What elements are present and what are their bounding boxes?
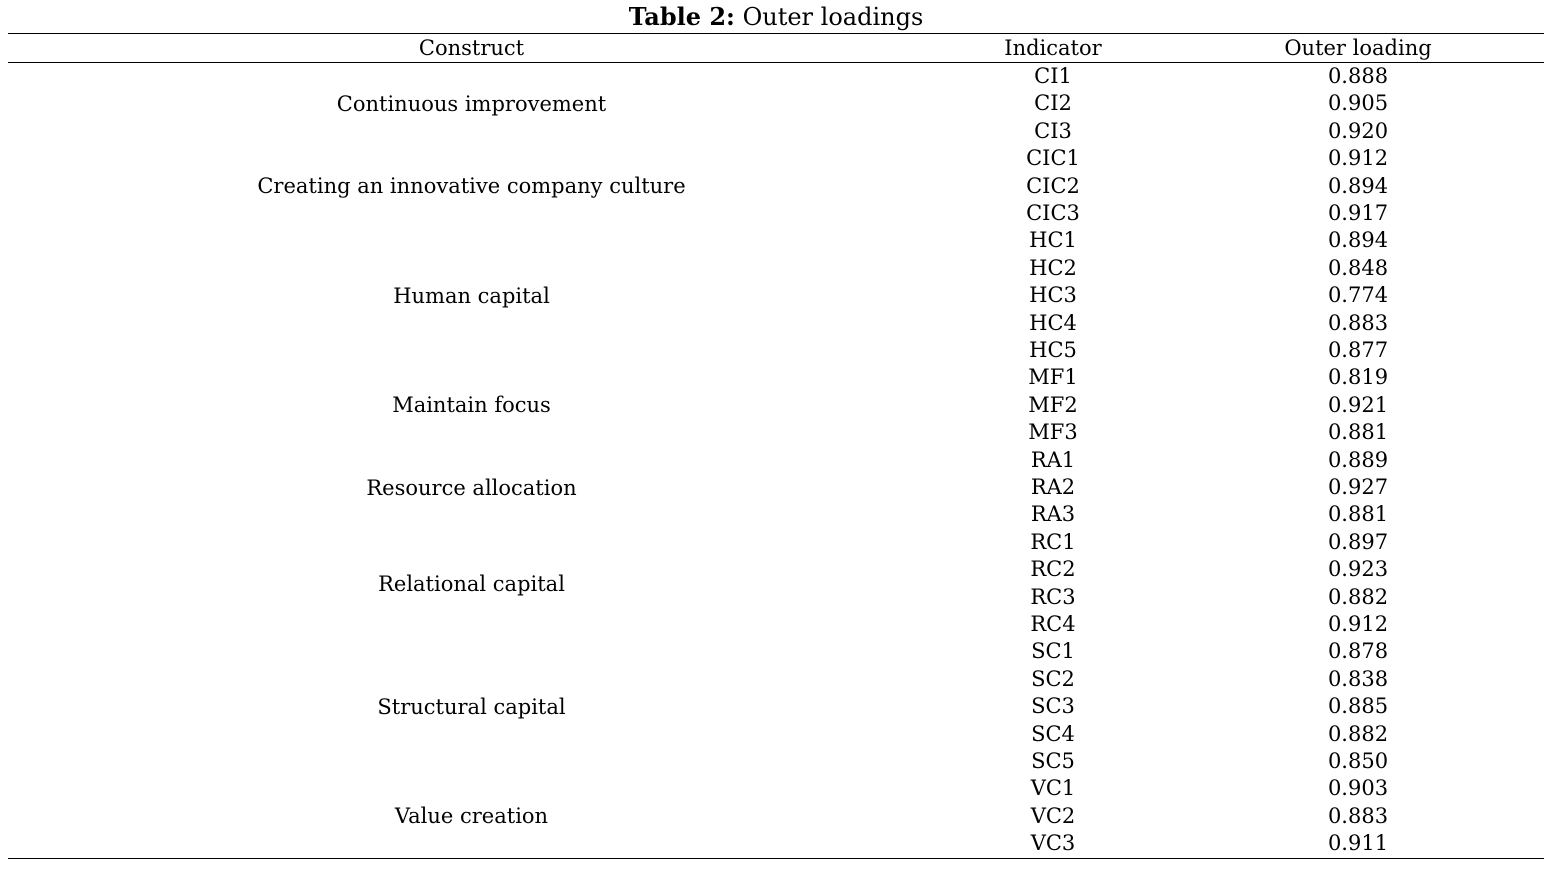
table-row [0, 775, 1556, 802]
table-row [0, 337, 1556, 364]
outer-loading-cell: 0.897 [1327, 529, 1389, 554]
outer-loading-cell: 0.877 [1327, 338, 1389, 362]
indicator-cell: RC3 [1030, 584, 1076, 609]
outer-loading-cell: 0.838 [1327, 666, 1389, 691]
outer-loading-cell: 0.888 [1327, 64, 1389, 88]
outer-loading-cell: 0.819 [1327, 365, 1389, 390]
outer-loading-cell: 0.878 [1327, 639, 1389, 664]
outer-loading-cell: 0.927 [1327, 475, 1389, 499]
table-row [0, 693, 1556, 720]
outer-loading-cell: 0.894 [1327, 228, 1389, 253]
table-row [0, 419, 1556, 446]
indicator-cell: SC2 [1031, 666, 1075, 691]
table-row [0, 227, 1556, 254]
construct-cell: Resource allocation [366, 475, 577, 500]
indicator-cell: HC4 [1029, 310, 1077, 335]
outer-loading-cell: 0.921 [1327, 392, 1389, 417]
construct-cell: Relational capital [378, 571, 565, 596]
indicator-cell: CI3 [1034, 118, 1072, 143]
construct-cell: Continuous improvement [336, 92, 607, 117]
table-row [0, 173, 1556, 200]
table-row [0, 447, 1556, 474]
table-row [0, 529, 1556, 556]
construct-cell: Structural capital [377, 694, 566, 719]
outer-loading-cell: 0.881 [1327, 420, 1389, 445]
table-row [0, 830, 1556, 857]
table-row [0, 556, 1556, 583]
outer-loading-cell: 0.889 [1327, 447, 1389, 472]
outer-loading-cell: 0.905 [1327, 91, 1389, 116]
table-row [0, 90, 1556, 117]
indicator-cell: HC3 [1029, 283, 1077, 308]
table-row [0, 721, 1556, 748]
construct-cell: Human capital [393, 283, 550, 308]
outer-loading-cell: 0.850 [1327, 749, 1389, 773]
indicator-cell: CIC1 [1026, 146, 1080, 171]
table-row [0, 310, 1556, 337]
indicator-cell: RC1 [1030, 529, 1076, 554]
indicator-cell: HC1 [1029, 228, 1077, 253]
indicator-cell: SC5 [1031, 749, 1075, 773]
table-row [0, 474, 1556, 501]
table-row [0, 638, 1556, 665]
outer-loading-cell: 0.912 [1327, 146, 1389, 171]
outer-loading-cell: 0.911 [1327, 831, 1389, 856]
indicator-cell: HC5 [1029, 338, 1077, 362]
indicator-cell: SC1 [1031, 639, 1075, 664]
outer-loading-cell: 0.917 [1327, 201, 1389, 225]
indicator-cell: MF2 [1028, 392, 1078, 417]
outer-loading-cell: 0.774 [1327, 283, 1389, 308]
outer-loading-cell: 0.848 [1327, 255, 1389, 280]
construct-cell: Maintain focus [392, 393, 551, 418]
table-row [0, 748, 1556, 775]
indicator-cell: VC3 [1030, 831, 1076, 856]
indicator-cell: CI2 [1034, 91, 1072, 116]
table-row [0, 200, 1556, 227]
table-row [0, 364, 1556, 391]
table-row [0, 392, 1556, 419]
indicator-cell: HC2 [1029, 255, 1077, 280]
indicator-cell: CI1 [1034, 64, 1072, 88]
outer-loading-cell: 0.920 [1327, 118, 1389, 143]
table-row [0, 584, 1556, 611]
outer-loading-cell: 0.912 [1327, 612, 1389, 636]
outer-loading-cell: 0.881 [1327, 502, 1389, 527]
indicator-cell: RA3 [1030, 502, 1076, 527]
table-row [0, 611, 1556, 638]
indicator-cell: MF1 [1028, 365, 1078, 390]
indicator-cell: RA2 [1030, 475, 1076, 499]
table-row [0, 118, 1556, 145]
table-caption-label: Table 2: [628, 2, 735, 31]
table-caption [0, 2, 1552, 32]
construct-cell: Creating an innovative company culture [257, 174, 686, 199]
indicator-cell: RC2 [1030, 557, 1076, 582]
header-indicator: Indicator [1004, 36, 1102, 60]
table-row [0, 666, 1556, 693]
indicator-cell: RA1 [1030, 447, 1076, 472]
table-bottom-rule [8, 858, 1544, 859]
table-row [0, 803, 1556, 830]
table-row [0, 255, 1556, 282]
header-construct: Construct [418, 36, 525, 60]
table-row [0, 63, 1556, 90]
outer-loading-cell: 0.882 [1327, 721, 1389, 746]
outer-loading-cell: 0.885 [1327, 694, 1389, 719]
indicator-cell: RC4 [1030, 612, 1076, 636]
indicator-cell: MF3 [1028, 420, 1078, 445]
indicator-cell: CIC2 [1026, 173, 1080, 198]
table-row [0, 501, 1556, 528]
construct-cell: Value creation [394, 804, 549, 829]
outer-loading-cell: 0.894 [1327, 173, 1389, 198]
indicator-cell: CIC3 [1026, 201, 1080, 225]
table-caption-title: Outer loadings [742, 3, 924, 31]
indicator-cell: VC2 [1030, 803, 1076, 828]
indicator-cell: SC4 [1031, 721, 1075, 746]
outer-loading-cell: 0.882 [1327, 584, 1389, 609]
table-row [0, 282, 1556, 309]
table-row [0, 145, 1556, 172]
indicator-cell: VC1 [1030, 776, 1076, 801]
indicator-cell: SC3 [1031, 694, 1075, 719]
outer-loading-cell: 0.883 [1327, 803, 1389, 828]
header-outer-loading: Outer loading [1284, 36, 1432, 60]
outer-loading-cell: 0.903 [1327, 776, 1389, 801]
outer-loading-cell: 0.883 [1327, 310, 1389, 335]
outer-loading-cell: 0.923 [1327, 557, 1389, 582]
